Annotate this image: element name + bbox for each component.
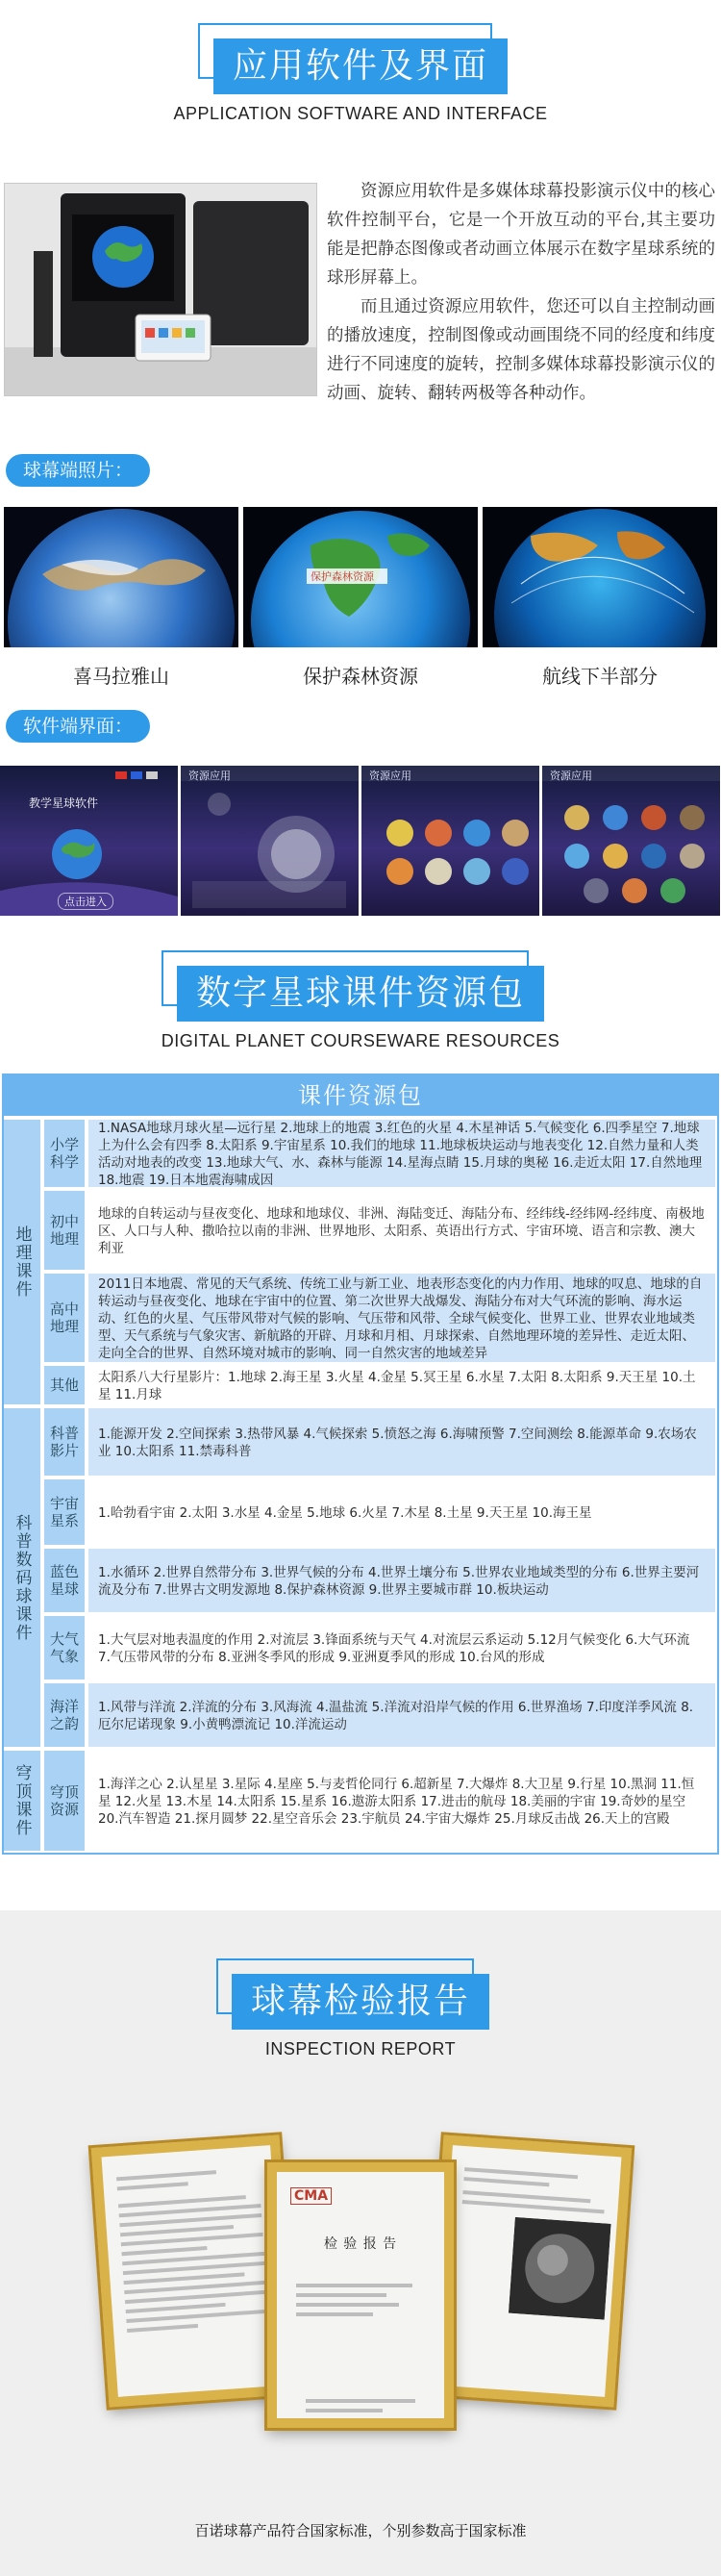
report-section-header bbox=[0, 1974, 721, 2059]
row-content: 1.风带与洋流 2.洋流的分布 3.风海流 4.温盐流 5.洋流对沿岸气候的作用 6.世界渔场 7.印度洋季风流 8.厄尔尼诺现象 9.小黄鸭漂流记 10.洋流运动 bbox=[88, 1683, 715, 1747]
group-dome-label: 穹顶课件 bbox=[12, 1764, 32, 1837]
screen3-bar-label: 资源应用 bbox=[369, 770, 411, 782]
cma-mark: CMA bbox=[290, 2187, 332, 2205]
group-geography bbox=[4, 1120, 40, 1404]
app-intro-paragraph-2: 而且通过资源应用软件，您还可以自主控制动画的播放速度，控制图像或动画围绕不同的经度和纬度进行不同速度的旋转，控制多媒体球幕投影演示仪的动画、旋转、翻转两极等各种动作。 bbox=[327, 297, 715, 403]
screen1-enter-button[interactable]: 点击进入 bbox=[58, 893, 113, 910]
globe-photo-flight-route bbox=[483, 507, 717, 647]
report-doc-footer-lines bbox=[306, 2393, 415, 2418]
report-frame-right bbox=[426, 2134, 632, 2407]
globe-photo-forest bbox=[243, 507, 478, 647]
report-photo-globe bbox=[509, 2217, 611, 2320]
row-sub-label: 其他 bbox=[44, 1366, 85, 1404]
row-content: 地球的自转运动与昼夜变化、地球和地球仪、非洲、海陆变迁、海陆分布、经纬线-经纬网-经纬度、南极地区、人口与人种、撒哈拉以南的非洲、世界地形、太阳系、英语出行方式、宇宙环境、语言和宗教、澳大利亚 bbox=[88, 1191, 715, 1270]
software-screen-2 bbox=[181, 766, 359, 916]
globe-caption-3: 航线下半部分 bbox=[542, 665, 658, 688]
globe-caption-2: 保护森林资源 bbox=[303, 665, 418, 688]
report-note: 百诺球幕产品符合国家标准，个别参数高于国家标准 bbox=[194, 2522, 527, 2539]
row-sub-label: 穹顶资源 bbox=[44, 1751, 85, 1851]
app-section-title: 应用软件及界面 bbox=[213, 38, 508, 94]
row-content: 1.大气层对地表温度的作用 2.对流层 3.锋面系统与天气 4.对流层云系运动 5.12月气候变化 6.大气环流 7.气压带风带的分布 8.亚洲冬季风的形成 9.亚洲夏季风的形成 10.台风的形成 bbox=[88, 1616, 715, 1679]
row-sub-label: 初中地理 bbox=[44, 1191, 85, 1270]
report-title: 球幕检验报告 bbox=[232, 1974, 489, 2030]
report-frame-center bbox=[267, 2162, 454, 2428]
report-title-box bbox=[232, 1974, 489, 2030]
row-sub-label: 科普影片 bbox=[44, 1408, 85, 1476]
software-screen-1 bbox=[0, 766, 178, 916]
software-screen-3 bbox=[361, 766, 539, 916]
row-content: 1.能源开发 2.空间探索 3.热带风暴 4.气候探索 5.愤怒之海 6.海啸预警 7.空间测绘 8.能源革命 9.农场农业 10.太阳系 11.禁毒科普 bbox=[88, 1408, 715, 1476]
globe-caption-1: 喜马拉雅山 bbox=[73, 665, 169, 688]
courseware-table-title: 课件资源包 bbox=[4, 1075, 717, 1116]
globe-photo-himalaya bbox=[4, 507, 238, 647]
report-doc-heading: 检 验 报 告 bbox=[323, 2236, 398, 2252]
software-screens-label: 软件端界面： bbox=[6, 710, 150, 743]
screen4-bar-label: 资源应用 bbox=[550, 770, 592, 782]
row-sub-label: 高中地理 bbox=[44, 1274, 85, 1362]
group-dome bbox=[4, 1751, 40, 1851]
row-content: 1.水循环 2.世界自然带分布 3.世界气候的分布 4.世界土壤分布 5.世界农业地域类型的分布 6.世界主要河流及分布 7.世界古文明发源地 8.保护森林资源 9.世界主要城市群 10.板块运动 bbox=[88, 1549, 715, 1612]
courseware-title-box bbox=[177, 966, 544, 1022]
group-geography-label: 地理课件 bbox=[12, 1225, 32, 1299]
row-content: 1.哈勃看宇宙 2.太阳 3.水星 4.金星 5.地球 6.火星 7.木星 8.土星 9.天王星 10.海王星 bbox=[88, 1479, 715, 1545]
row-sub-label: 海洋之韵 bbox=[44, 1683, 85, 1747]
app-intro-paragraph-1: 资源应用软件是多媒体球幕投影演示仪中的核心软件控制平台，它是一个开放互动的平台,其主要功能是把静态图像或者动画立体展示在数字星球系统的球形屏幕上。 bbox=[327, 182, 715, 288]
row-sub-label: 蓝色星球 bbox=[44, 1549, 85, 1612]
row-sub-label: 小学科学 bbox=[44, 1120, 85, 1187]
courseware-table bbox=[2, 1073, 719, 1855]
screen1-title: 教学星球软件 bbox=[29, 796, 99, 810]
globe-photos-label: 球幕端照片： bbox=[6, 454, 150, 487]
row-sub-label: 宇宙星系 bbox=[44, 1479, 85, 1545]
courseware-subtitle: DIGITAL PLANET COURSEWARE RESOURCES bbox=[161, 1031, 560, 1050]
app-section-title-box bbox=[213, 38, 508, 94]
report-doc-lines bbox=[296, 2278, 425, 2322]
row-content: 1.NASA地球月球火星—远行星 2.地球上的地震 3.红色的火星 4.木星神话 5.气候变化 6.四季星空 7.地球上为什么会有四季 8.太阳系 9.宇宙星系 10.我们的地球 11.地球板块运动与地表变化 12.自然力量和人类活动对地表的改变 13.地球大气、水、森林与能源 14.星海点睛 15.月球的奥秘 16.走近太阳 17.自然地理 18.地震 19.日本地震海啸成因 bbox=[88, 1120, 715, 1187]
report-subtitle: INSPECTION REPORT bbox=[264, 2039, 457, 2058]
app-section-subtitle: APPLICATION SOFTWARE AND INTERFACE bbox=[173, 104, 548, 123]
courseware-section-header bbox=[0, 966, 721, 1051]
app-section-header bbox=[0, 38, 721, 124]
screen2-bar-label: 资源应用 bbox=[188, 770, 231, 782]
group-science bbox=[4, 1408, 40, 1747]
software-screen-4 bbox=[542, 766, 720, 916]
group-science-label: 科普数码球课件 bbox=[12, 1513, 32, 1642]
row-content: 1.海洋之心 2.认星星 3.星际 4.星座 5.与麦哲伦同行 6.超新星 7.大爆炸 8.大卫星 9.行星 10.黑洞 11.恒星 12.火星 13.木星 14.太阳系 15.星系 16.遨游太阳系 17.进击的航母 18.美丽的宇宙 19.奇妙的星空 20.汽车智造 21.探月圆梦 22.星空音乐会 23.宇航员 24.宇宙大爆炸 25.月球反击战 26.天上的宫殿 bbox=[88, 1751, 715, 1851]
report-doc-lines bbox=[101, 2145, 284, 2355]
row-content: 太阳系八大行星影片：1.地球 2.海王星 3.火星 4.金星 5.冥王星 6.水星 7.太阳 8.太阳系 9.天王星 10.土星 11.月球 bbox=[88, 1366, 715, 1404]
row-content: 2011日本地震、常见的天气系统、传统工业与新工业、地表形态变化的内力作用、地球的叹息、地球的自转运动与昼夜变化、地球在宇宙中的位置、第二次世界大战爆发、海陆分布对大气环流的影响、海水运动、红色的火星、气压带风带对气候的影响、气压带和风带、全球气候变化、世界工业、世界农业地域类型、天气系统与气象灾害、新航路的开辟、月球和月相、月球探索、自然地理环境的差异性、走近太阳、走向全合的世界、自然环境对城市的影响、同一自然灾害的地域差异 bbox=[88, 1274, 715, 1362]
device-photo bbox=[4, 183, 317, 396]
row-sub-label: 大气气象 bbox=[44, 1616, 85, 1679]
app-intro-text bbox=[327, 177, 715, 408]
courseware-title: 数字星球课件资源包 bbox=[177, 966, 544, 1022]
globe-overlay-text: 保护森林资源 bbox=[311, 570, 374, 583]
